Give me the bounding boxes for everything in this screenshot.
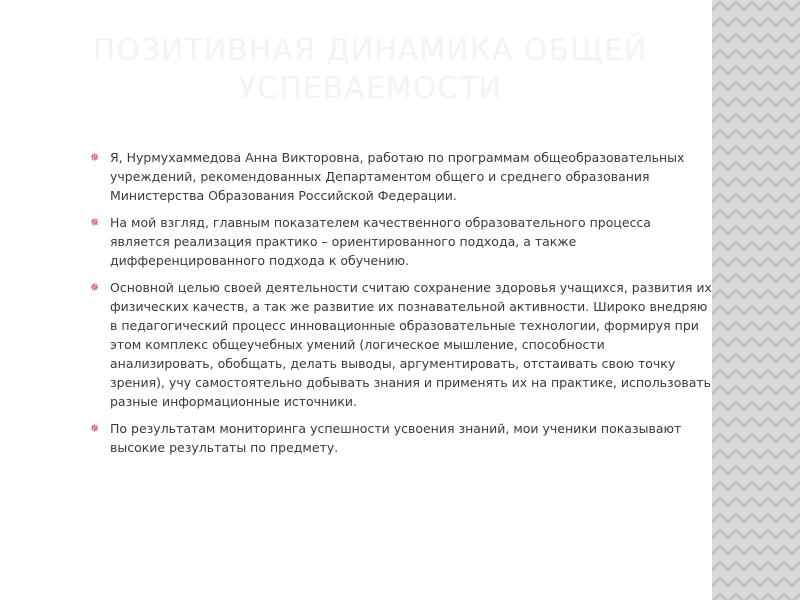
list-item <box>88 148 718 205</box>
list-item <box>88 278 718 411</box>
bullet-text: На мой взгляд, главным показателем качественного образовательного процесса является реализация практико – ориентированного подхода, а также дифференцированного подхода к обучению. <box>110 215 651 268</box>
bullet-icon: ✵ <box>90 216 100 229</box>
bullet-text: По результатам мониторинга успешности усвоения знаний, мои ученики показывают высокие результаты по предмету. <box>110 421 682 455</box>
bullet-icon: ✵ <box>90 422 100 435</box>
bullet-icon: ✵ <box>90 151 100 164</box>
bullet-list <box>88 148 718 465</box>
slide-title: ПОЗИТИВНАЯ ДИНАМИКА ОБЩЕЙ УСПЕВАЕМОСТИ <box>92 33 648 106</box>
list-item <box>88 419 718 457</box>
zigzag-border-decoration <box>712 0 800 600</box>
bullet-icon: ✵ <box>90 281 100 294</box>
zigzag-pattern <box>712 0 800 600</box>
bullet-text: Я, Нурмухаммедова Анна Викторовна, работаю по программам общеобразовательных учреждений, рекомендованных Департаментом общего и среднего образования Министерства Образования Российской Федерации. <box>110 150 685 203</box>
list-item <box>88 213 718 270</box>
bullet-text: Основной целью своей деятельности считаю сохранение здоровья учащихся, развития их физических качеств, а так же развитие их познавательной активности. Широко внедряю в педагогический процесс инновационные образовательные технологии, формируя при этом комплекс общеучебных умений (логическое мышление, способности анализировать, обобщать, делать выводы, аргументировать, отстаивать свою точку зрения), учу самостоятельно добывать знания и применять их на практике, использовать разные информационные источники. <box>110 280 712 409</box>
